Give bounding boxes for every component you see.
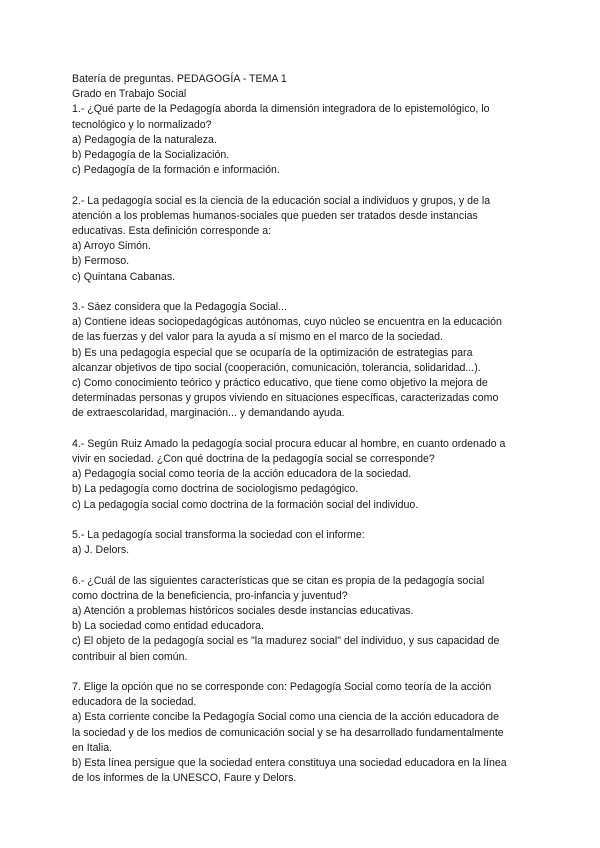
answer-option-line: c) La pedagogía social como doctrina de la formación social del individuo.	[72, 498, 419, 511]
answer-option-line: determinadas personas y grupos viviendo en situaciones específicas, caracterizadas como	[72, 392, 499, 405]
answer-option-line: a) Esta corriente concibe la Pedagogía Social como una ciencia de la acción educadora de	[72, 711, 499, 724]
question-text-line: tecnológico y lo normalizado?	[72, 118, 212, 131]
answer-option	[72, 467, 532, 482]
answer-option-line: b) Esta línea persigue que la sociedad entera constituya una sociedad educadora en la línea	[72, 757, 507, 770]
answer-option-line: b) La sociedad como entidad educadora.	[72, 620, 264, 633]
answer-option-line: a) Atención a problemas históricos sociales desde instancias educativas.	[72, 605, 414, 618]
question-spacer	[72, 285, 532, 300]
answer-option	[72, 498, 532, 513]
question-text-line: 5.- La pedagogía social transforma la sociedad con el informe:	[72, 529, 365, 542]
answer-option	[72, 148, 532, 163]
answer-option-line: b) Es una pedagogía especial que se ocuparía de la optimización de estrategias para	[72, 346, 473, 359]
question-text-line: 4.- Según Ruiz Amado la pedagogía social procura educar al hombre, en cuanto ordenado a	[72, 437, 506, 450]
answer-option-line: de extraescolaridad, marginación... y demandando ayuda.	[72, 407, 345, 420]
question-spacer	[72, 178, 532, 193]
question-text-line: 1.- ¿Qué parte de la Pedagogía aborda la dimensión integradora de lo epistemológico, lo	[72, 103, 490, 116]
question-spacer	[72, 422, 532, 437]
answer-option	[72, 163, 532, 178]
question-block	[72, 574, 532, 665]
question-block	[72, 528, 532, 558]
question-block	[72, 437, 532, 513]
answer-option-line: c) Como conocimiento teórico y práctico educativo, que tiene como objetivo la mejora de	[72, 377, 488, 390]
question-text-line: 2.- La pedagogía social es la ciencia de la educación social a individuos y grupos, y de la	[72, 194, 491, 207]
answer-option-line: en Italia.	[72, 741, 113, 754]
question-text-line: 3.- Sáez considera que la Pedagogía Social...	[72, 301, 287, 314]
answer-option-line: b) Pedagogía de la Socialización.	[72, 149, 230, 162]
answer-option-line: b) Fermoso.	[72, 255, 130, 268]
question-spacer	[72, 513, 532, 528]
answer-option-line: c) Quintana Cabanas.	[72, 270, 176, 283]
question-list	[72, 102, 532, 786]
answer-option	[72, 634, 532, 664]
answer-option	[72, 376, 532, 422]
answer-option	[72, 604, 532, 619]
question-block	[72, 300, 532, 422]
answer-option-line: b) La pedagogía como doctrina de sociologismo pedagógico.	[72, 483, 359, 496]
answer-option-line: c) Pedagogía de la formación e información.	[72, 164, 280, 177]
answer-option-line: a) Pedagogía de la naturaleza.	[72, 133, 217, 146]
question-text-line: educativas. Esta definición corresponde a:	[72, 225, 272, 238]
question-text-line: como doctrina de la beneficiencia, pro-infancia y juventud?	[72, 589, 348, 602]
answer-option-line: a) Contiene ideas sociopedagógicas autónomas, cuyo núcleo se encuentra en la educación	[72, 316, 502, 329]
question-spacer	[72, 558, 532, 573]
document-title: Batería de preguntas. PEDAGOGÍA - TEMA 1	[72, 73, 287, 85]
question-block	[72, 194, 532, 285]
question-spacer	[72, 665, 532, 680]
answer-option	[72, 133, 532, 148]
answer-option-line: la sociedad y de los medios de comunicación social y se ha desarrollado fundamentalmente	[72, 726, 504, 739]
question-block	[72, 680, 532, 786]
answer-option	[72, 270, 532, 285]
answer-option	[72, 710, 532, 756]
answer-option	[72, 756, 532, 786]
answer-option	[72, 543, 532, 558]
answer-option-line: a) Arroyo Simón.	[72, 240, 151, 253]
answer-option-line: a) Pedagogía social como teoría de la acción educadora de la sociedad.	[72, 468, 412, 481]
question-text-line: 6.- ¿Cuál de las siguientes características que se citan es propia de la pedagogía social	[72, 574, 485, 587]
answer-option	[72, 619, 532, 634]
question-text-line: vivir en sociedad. ¿Con qué doctrina de la pedagogía social se corresponde?	[72, 453, 435, 466]
answer-option	[72, 346, 532, 376]
answer-option-line: de los informes de la UNESCO, Faure y Delors.	[72, 772, 297, 785]
answer-option	[72, 239, 532, 254]
answer-option-line: de las fuerzas y del valor para la ayuda a sí mismo en el marco de la sociedad.	[72, 331, 443, 344]
answer-option-line: contribuir al bien común.	[72, 650, 188, 663]
answer-option-line: a) J. Delors.	[72, 544, 130, 557]
question-text-line: 7. Elige la opción que no se corresponde con: Pedagogía Social como teoría de la acción	[72, 681, 492, 694]
question-text-line: educadora de la sociedad.	[72, 696, 197, 709]
answer-option	[72, 254, 532, 269]
document-page	[72, 72, 532, 786]
answer-option-line: c) El objeto de la pedagogía social es "la madurez social" del individuo, y sus capacidad de	[72, 635, 500, 648]
question-block	[72, 102, 532, 178]
answer-option	[72, 315, 532, 345]
answer-option-line: alcanzar objetivos de tipo social (cooperación, comunicación, tolerancia, solidaridad...).	[72, 361, 481, 374]
question-text-line: atención a los problemas humanos-sociales que pueden ser tratados desde instancias	[72, 209, 478, 222]
document-subtitle: Grado en Trabajo Social	[72, 88, 187, 101]
answer-option	[72, 482, 532, 497]
